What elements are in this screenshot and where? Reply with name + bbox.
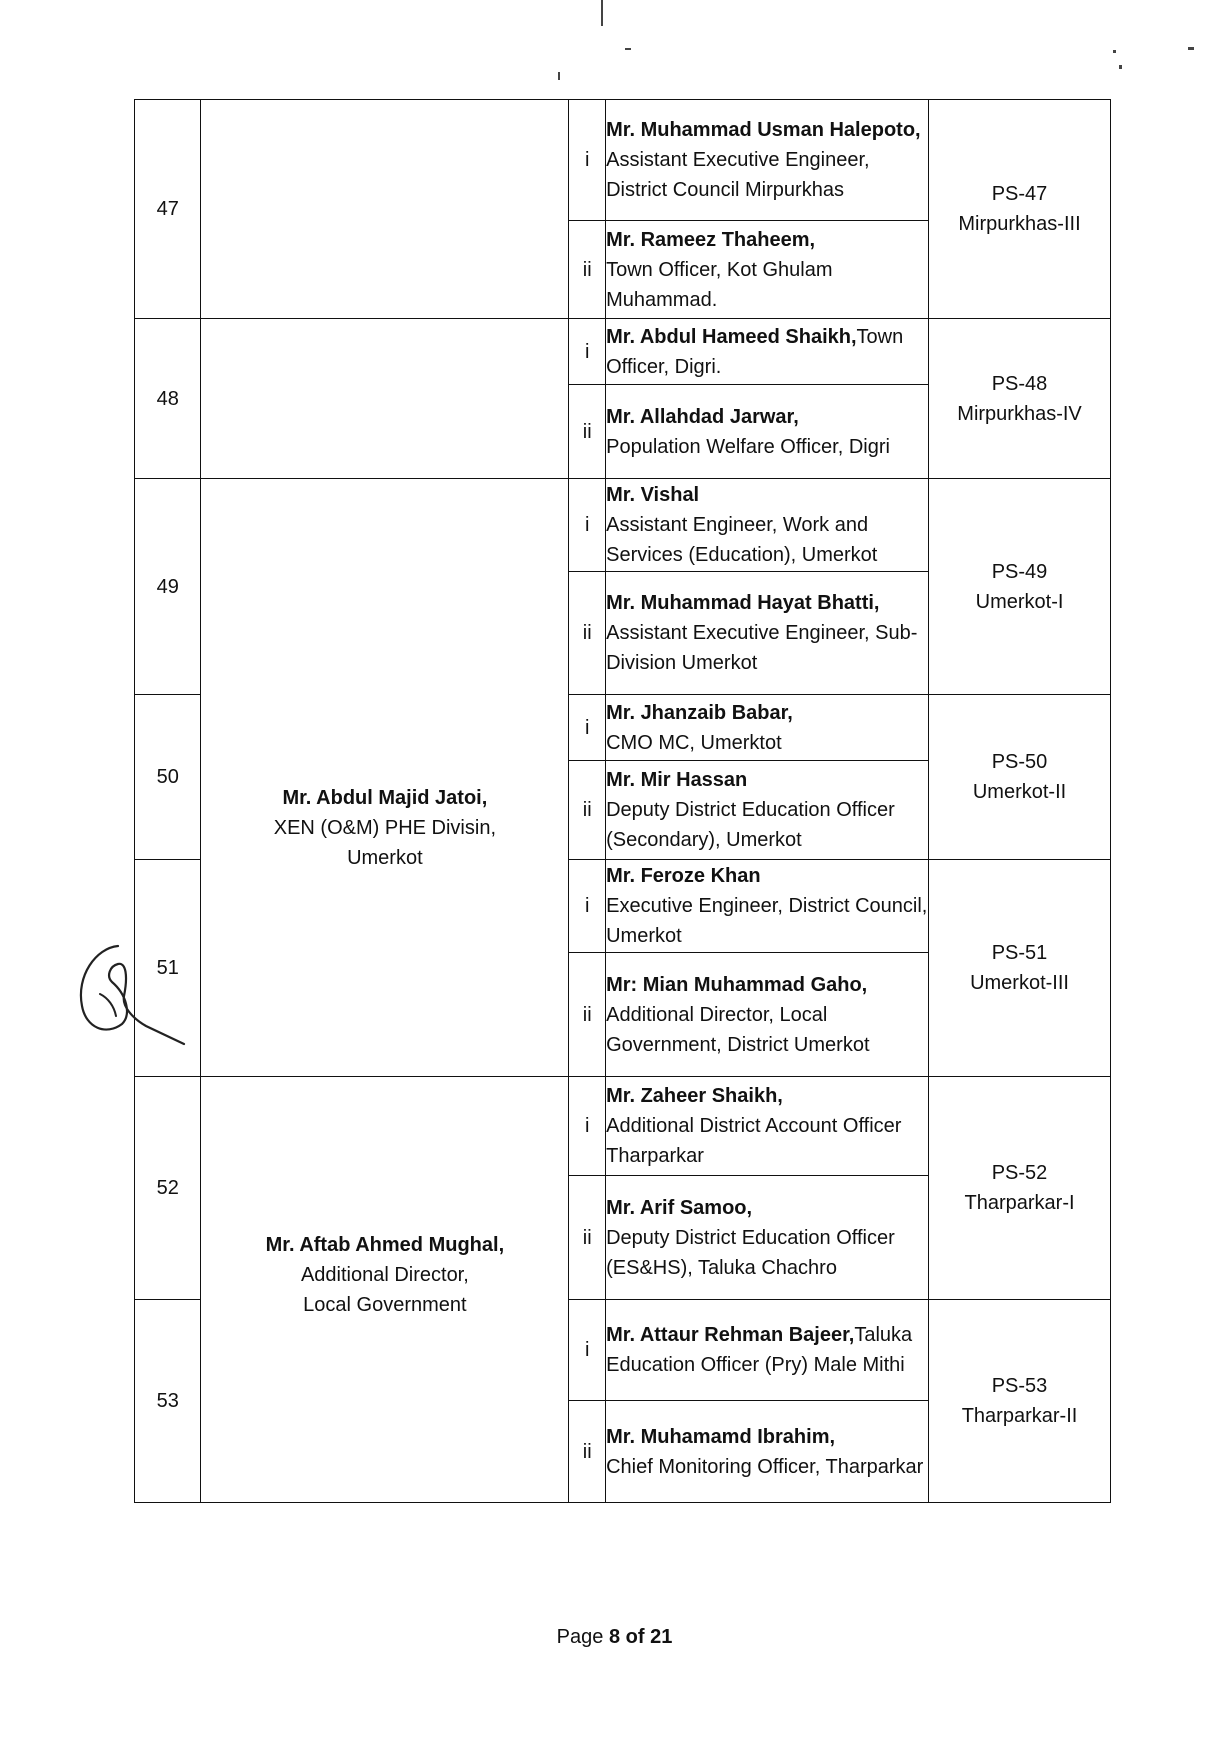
scan-mark [625, 48, 631, 50]
person-name: Mr. Vishal [606, 484, 700, 506]
person-cell [606, 1401, 929, 1503]
officer-cell [201, 479, 569, 1077]
person-name: Mr. Zaheer Shaikh, [606, 1085, 783, 1107]
person-cell [606, 100, 929, 221]
serial-number: 52 [135, 1077, 201, 1300]
officer-cell [201, 319, 569, 479]
person-designation: Population Welfare Officer, Digri [606, 435, 890, 458]
total-pages: 21 [650, 1626, 673, 1648]
sub-index: i [569, 860, 606, 953]
handwritten-signature [66, 936, 186, 1056]
person-cell [606, 953, 929, 1077]
scan-mark [558, 72, 560, 80]
sub-index: ii [569, 953, 606, 1077]
ps-code: PS-47 [991, 183, 1048, 205]
person-name: Mr. Abdul Hameed Shaikh, [606, 325, 857, 348]
constituency-cell [929, 479, 1111, 695]
person-cell [606, 1176, 929, 1300]
person-designation: Additional District Account Officer Tharparkar [606, 1115, 902, 1167]
scan-mark [1188, 47, 1194, 50]
sub-index: i [569, 319, 606, 385]
officer-cell [201, 1077, 569, 1503]
person-name: Mr. Attaur Rehman Bajeer, [606, 1324, 855, 1346]
page-label: Page [556, 1626, 604, 1648]
table-row [135, 479, 1111, 572]
serial-number: 53 [135, 1300, 201, 1503]
person-designation: Town Officer, Kot Ghulam Muhammad. [606, 258, 833, 311]
ps-area: Umerkot-II [972, 781, 1067, 803]
serial-number: 50 [135, 695, 201, 860]
table-row [135, 319, 1111, 385]
person-cell [606, 695, 929, 761]
ps-code: PS-53 [991, 1375, 1048, 1397]
person-name: Mr. Feroze Khan [606, 865, 761, 887]
person-designation: Assistant Executive Engineer, District Council Mirpurkhas [606, 149, 870, 201]
page-footer [0, 1626, 1229, 1649]
ps-code: PS-49 [991, 560, 1048, 583]
person-cell [606, 860, 929, 953]
ps-code: PS-52 [991, 1162, 1048, 1184]
person-cell [606, 572, 929, 695]
constituency-cell [929, 319, 1111, 479]
person-name: Mr. Mir Hassan [606, 769, 748, 791]
person-cell [606, 319, 929, 385]
page-separator: of [625, 1626, 645, 1648]
person-name: Mr. Muhammad Hayat Bhatti, [606, 592, 880, 614]
person-designation: Assistant Engineer, Work and Services (Education), Umerkot [606, 514, 878, 566]
sub-index: ii [569, 572, 606, 695]
person-cell [606, 479, 929, 572]
ps-area: Umerkot-I [975, 590, 1064, 613]
scan-mark [601, 0, 603, 26]
person-cell [606, 761, 929, 860]
officer-location: Umerkot [347, 846, 423, 869]
person-cell [606, 1077, 929, 1176]
ps-area: Mirpurkhas-IV [957, 402, 1082, 425]
person-designation: Assistant Executive Engineer, Sub-Division Umerkot [606, 622, 918, 674]
constituency-cell [929, 100, 1111, 319]
scan-mark [1119, 65, 1122, 69]
officer-name: Mr. Aftab Ahmed Mughal, [265, 1233, 505, 1256]
ps-area: Umerkot-III [970, 972, 1069, 994]
sub-index: i [569, 695, 606, 761]
person-designation: Deputy District Education Officer (ES&HS), Taluka Chachro [606, 1226, 895, 1279]
sub-index: i [569, 100, 606, 221]
sub-index: ii [569, 385, 606, 479]
table-row [135, 100, 1111, 221]
sub-index: i [569, 1077, 606, 1176]
person-name: Mr: Mian Muhammad Gaho, [606, 973, 868, 996]
constituency-cell [929, 1077, 1111, 1300]
current-page: 8 [608, 1626, 621, 1648]
ps-area: Tharparkar-II [961, 1405, 1078, 1427]
officer-designation: Additional Director, [300, 1263, 469, 1286]
constituency-cell [929, 1300, 1111, 1503]
officer-location: Local Government [303, 1293, 467, 1316]
person-name: Mr. Arif Samoo, [606, 1196, 753, 1219]
sub-index: i [569, 1300, 606, 1401]
person-cell [606, 221, 929, 319]
sub-index: i [569, 479, 606, 572]
ps-code: PS-51 [991, 942, 1048, 964]
person-designation: CMO MC, Umerktot [606, 731, 782, 754]
officer-designation: XEN (O&M) PHE Divisin, [273, 816, 496, 839]
person-name: Mr. Allahdad Jarwar, [606, 405, 799, 428]
sub-index: ii [569, 1401, 606, 1503]
person-name: Mr. Muhamamd Ibrahim, [606, 1425, 836, 1448]
person-designation: Additional Director, Local Government, District Umerkot [606, 1003, 870, 1056]
sub-index: ii [569, 1176, 606, 1300]
person-cell [606, 385, 929, 479]
person-designation: Executive Engineer, District Council, Umerkot [606, 895, 928, 947]
sub-index: ii [569, 761, 606, 860]
person-designation: Town Officer, Digri. [606, 325, 904, 378]
person-designation: Deputy District Education Officer (Secondary), Umerkot [606, 799, 895, 851]
ps-code: PS-48 [991, 372, 1048, 395]
table-row [135, 1077, 1111, 1176]
sub-index: ii [569, 221, 606, 319]
scan-mark [1113, 50, 1116, 53]
ps-code: PS-50 [991, 751, 1048, 773]
serial-number: 49 [135, 479, 201, 695]
person-cell [606, 1300, 929, 1401]
officer-cell [201, 100, 569, 319]
person-designation: Taluka Education Officer (Pry) Male Mithi [606, 1324, 913, 1376]
person-name: Mr. Muhammad Usman Halepoto, [606, 119, 921, 141]
ps-area: Tharparkar-I [964, 1192, 1075, 1214]
assignment-table [134, 99, 1111, 1503]
person-name: Mr. Rameez Thaheem, [606, 228, 816, 251]
person-name: Mr. Jhanzaib Babar, [606, 701, 793, 724]
constituency-cell [929, 695, 1111, 860]
serial-number: 48 [135, 319, 201, 479]
constituency-cell [929, 860, 1111, 1077]
person-designation: Chief Monitoring Officer, Tharparkar [606, 1455, 924, 1478]
serial-number: 47 [135, 100, 201, 319]
serial-number: 51 [135, 860, 201, 1077]
ps-area: Mirpurkhas-III [958, 213, 1081, 235]
officer-name: Mr. Abdul Majid Jatoi, [282, 786, 488, 809]
